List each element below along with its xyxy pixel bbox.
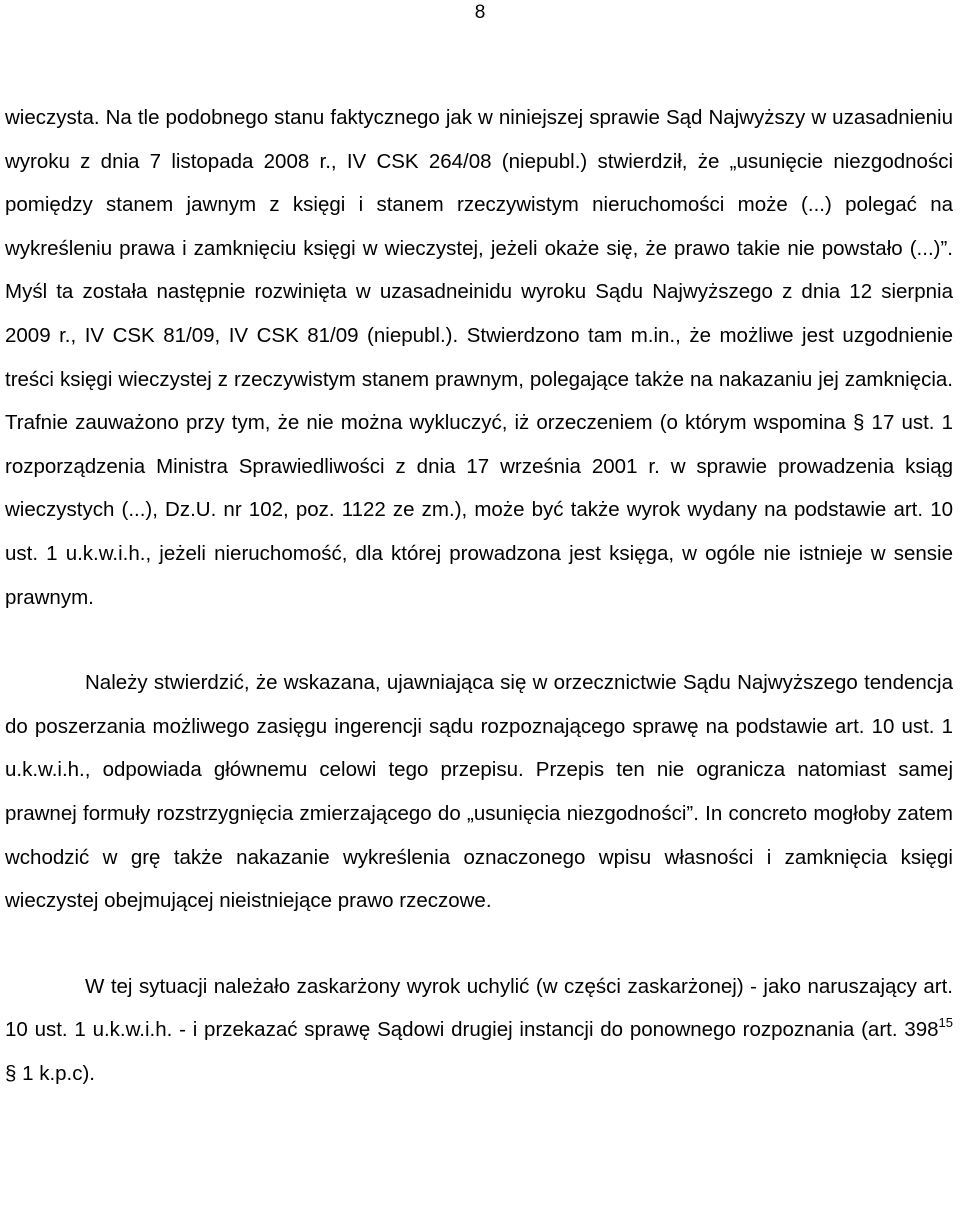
- document-body: [5, 96, 953, 1095]
- paragraph-3: [5, 965, 953, 1096]
- superscript-15: 15: [938, 1015, 953, 1031]
- paragraph-1: wieczysta. Na tle podobnego stanu faktycznego jak w niniejszej sprawie Sąd Najwyższy w uzasadnieniu wyroku z dnia 7 listopada 2008 r., IV CSK 264/08 (niepubl.) stwierdził, że „usunięcie niezgodności pomiędzy stanem jawnym z księgi i stanem rzeczywistym nieruchomości może (...) polegać na wykreśleniu prawa i zamknięciu księgi w wieczystej, jeżeli okaże się, że prawo takie nie powstało (...)”. Myśl ta została następnie rozwinięta w uzasadneinidu wyroku Sądu Najwyższego z dnia 12 sierpnia 2009 r., IV CSK 81/09, IV CSK 81/09 (niepubl.). Stwierdzono tam m.in., że możliwe jest uzgodnienie treści księgi wieczystej z rzeczywistym stanem prawnym, polegające także na nakazaniu jej zamknięcia. Trafnie zauważono przy tym, że nie można wykluczyć, iż orzeczeniem (o którym wspomina § 17 ust. 1 rozporządzenia Ministra Sprawiedliwości z dnia 17 września 2001 r. w sprawie prowadzenia ksiąg wieczystych (...), Dz.U. nr 102, poz. 1122 ze zm.), może być także wyrok wydany na podstawie art. 10 ust. 1 u.k.w.i.h., jeżeli nieruchomość, dla której prowadzona jest księga, w ogóle nie istnieje w sensie prawnym.: [5, 106, 953, 609]
- paragraph-3-text-after: § 1 k.p.c).: [5, 1061, 96, 1085]
- page-number: 8: [474, 2, 486, 23]
- paragraph-3-text-before: W tej sytuacji należało zaskarżony wyrok uchylić (w części zaskarżonej) - jako naruszający art. 10 ust. 1 u.k.w.i.h. - i przekazać sprawę Sądowi drugiej instancji do ponownego rozpoznania (art. 398: [5, 974, 953, 1042]
- paragraph-2: Należy stwierdzić, że wskazana, ujawniająca się w orzecznictwie Sądu Najwyższego tendencja do poszerzania możliwego zasięgu ingerencji sądu rozpoznającego sprawę na podstawie art. 10 ust. 1 u.k.w.i.h., odpowiada głównemu celowi tego przepisu. Przepis ten nie ogranicza natomiast samej prawnej formuły rozstrzygnięcia zmierzającego do „usunięcia niezgodności”. In concreto mogłoby zatem wchodzić w grę także nakazanie wykreślenia oznaczonego wpisu własności i zamknięcia księgi wieczystej obejmującej nieistniejące prawo rzeczowe.: [5, 671, 953, 913]
